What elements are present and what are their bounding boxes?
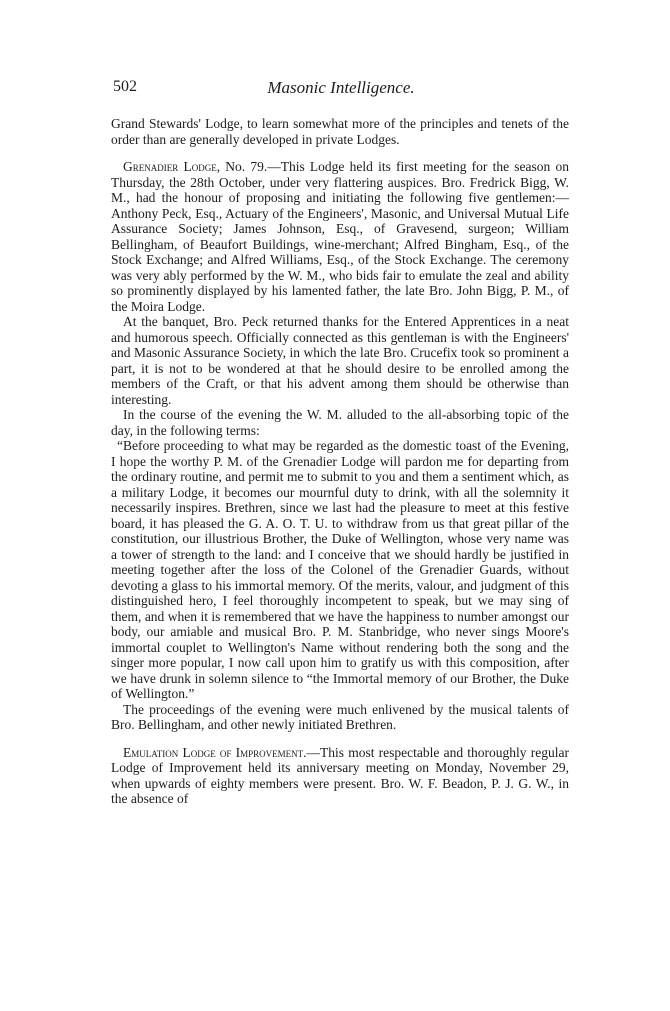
paragraph-banquet (111, 314, 569, 407)
paragraph-grenadier-lodge (111, 159, 569, 314)
paragraph-evening (111, 407, 569, 438)
page-number: 502 (113, 78, 137, 95)
paragraph-text: The proceedings of the evening were much enlivened by the musical talents of Bro. Bellingham, and other newly initiated Brethren. (111, 701, 569, 732)
paragraph-emulation-lodge (111, 745, 569, 807)
paragraph-proceedings (111, 702, 569, 733)
paragraph-text: At the banquet, Bro. Peck returned thanks for the Entered Apprentices in a neat and humorous speech. Officially connected as this gentleman is with the Engineers' and Masonic Assurance Society, in which the late Bro. Crucefix took so prominent a part, it is not to be wondered at that he should desire to be enrolled among the members of the Craft, or that his advent among them should be otherwise than interesting. (111, 314, 569, 407)
paragraph-speech-quote (111, 438, 569, 702)
article-body (111, 116, 569, 807)
section-lead: Grenadier Lodge, (123, 159, 221, 174)
paragraph-continuation (111, 116, 569, 147)
paragraph-text: Grand Stewards' Lodge, to learn somewhat more of the principles and tenets of the order than are generally developed in private Lodges. (111, 116, 569, 147)
paragraph-text: No. 79.—This Lodge held its first meeting for the season on Thursday, the 28th October, under very flattering auspices. Bro. Fredrick Bigg, W. M., had the honour of proposing and initiating the following five gentlemen:—Anthony Peck, Esq., Actuary of the Engineers', Masonic, and Universal Mutual Life Assurance Society; James Johnson, Esq., of Gravesend, surgeon; William Bellingham, of Beaufort Buildings, wine-merchant; Alfred Bingham, Esq., of the Stock Exchange; and Alfred Williams, Esq., of the Stock Exchange. The ceremony was very ably performed by the W. M., who bids fair to emulate the zeal and ability so prominently displayed by his lamented father, the late Bro. John Bigg, P. M., of the Moira Lodge. (111, 159, 569, 314)
section-lead: Emulation Lodge of Improvement. (123, 744, 307, 760)
paragraph-text: —This most respectable and thoroughly regular Lodge of Improvement held its anniversary meeting on Monday, November 29, when upwards of eighty members were present. Bro. W. F. Beadon, P. J. G. W., in the absence of (111, 744, 569, 806)
running-title: Masonic Intelligence. (267, 78, 415, 97)
page-header (113, 78, 569, 104)
paragraph-text: “Before proceeding to what may be regarded as the domestic toast of the Evening, I hope the worthy P. M. of the Grenadier Lodge will pardon me for departing from the ordinary routine, and permit me to submit to you and them a sentiment which, as a military Lodge, it becomes our mournful duty to drink, with all the solemnity it necessarily inspires. Brethren, since we last had the pleasure to meet at this festive board, it has pleased the G. A. O. T. U. to withdraw from us that great pillar of the constitution, our illustrious Brother, the Duke of Wellington, whose very name was a tower of strength to the land: and I conceive that we should hardly be justified in meeting together after the loss of the Colonel of the Grenadier Guards, without devoting a glass to his immortal memory. Of the merits, valour, and judgment of this distinguished hero, I feel thoroughly incompetent to speak, but we may sing of them, and when it is remembered that we have the happiness to number amongst our body, our amiable and musical Bro. P. M. Stanbridge, who never sings Moore's immortal couplet to Wellington's Name without rendering both the song and the singer more popular, I now call upon him to gratify us with this composition, after we have drunk in solemn silence to “the Immortal memory of our Brother, the Duke of Wellington.” (111, 438, 569, 701)
paragraph-text: In the course of the evening the W. M. alluded to the all-absorbing topic of the day, in the following terms: (111, 407, 569, 438)
